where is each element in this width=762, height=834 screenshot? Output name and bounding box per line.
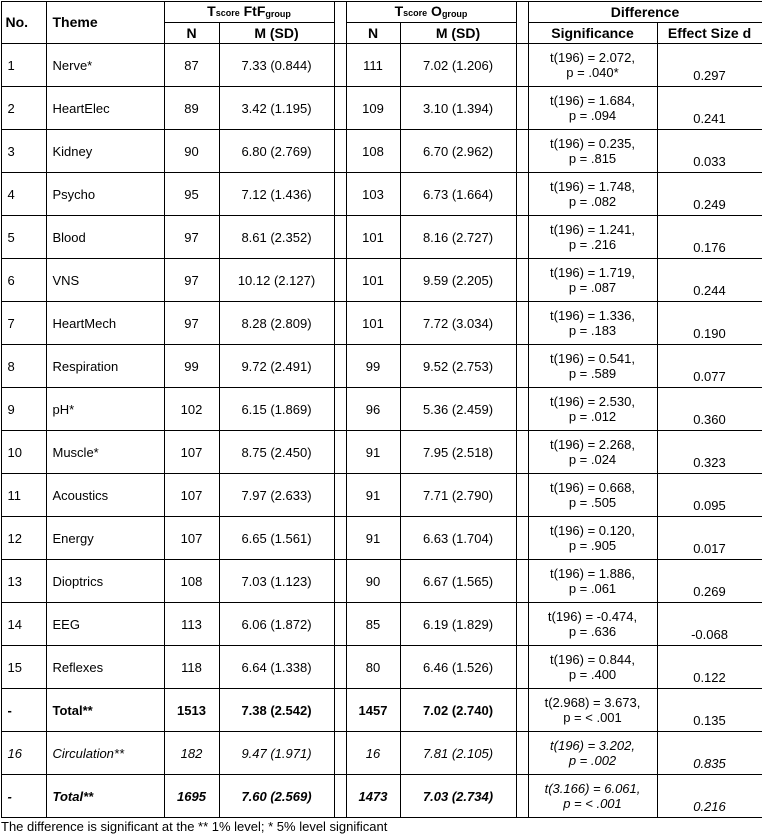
ftf-n: 113 — [164, 603, 219, 646]
ftf-n: 89 — [164, 87, 219, 130]
header-theme: Theme — [46, 2, 164, 44]
significance — [528, 302, 657, 345]
table-row — [1, 44, 762, 87]
header-o-group: Tscore $O_{group}$ — [346, 2, 516, 23]
row-number: - — [1, 775, 46, 818]
o-mean-sd: 7.02 (2.740) — [400, 689, 516, 732]
t-statistic: t(196) = 0.235, — [550, 136, 635, 151]
column-spacer — [334, 2, 346, 44]
row-number: 6 — [1, 259, 46, 302]
column-spacer — [334, 732, 346, 775]
column-spacer — [334, 173, 346, 216]
ftf-n: 107 — [164, 517, 219, 560]
column-spacer — [516, 689, 528, 732]
theme-name: Acoustics — [46, 474, 164, 517]
column-spacer — [334, 44, 346, 87]
row-number: 2 — [1, 87, 46, 130]
theme-name: Total** — [46, 689, 164, 732]
ftf-n: 102 — [164, 388, 219, 431]
column-spacer — [516, 345, 528, 388]
o-mean-sd: 7.72 (3.034) — [400, 302, 516, 345]
theme-name: Dioptrics — [46, 560, 164, 603]
effect-size: 0.017 — [657, 517, 762, 560]
effect-size: 0.216 — [657, 775, 762, 818]
results-table — [1, 1, 762, 818]
p-value: p = .400 — [569, 667, 616, 682]
table-row — [1, 603, 762, 646]
ftf-mean-sd: 7.12 (1.436) — [219, 173, 334, 216]
t-statistic: t(196) = 2.530, — [550, 394, 635, 409]
o-mean-sd: 6.46 (1.526) — [400, 646, 516, 689]
column-spacer — [334, 130, 346, 173]
table-row — [1, 689, 762, 732]
o-n: 91 — [346, 474, 400, 517]
row-number: 4 — [1, 173, 46, 216]
t-statistic: t(3.166) = 6.061, — [545, 781, 641, 796]
t-statistic: t(196) = 1.719, — [550, 265, 635, 280]
ftf-mean-sd: 9.47 (1.971) — [219, 732, 334, 775]
theme-name: Total** — [46, 775, 164, 818]
ftf-n: 90 — [164, 130, 219, 173]
column-spacer — [334, 345, 346, 388]
significance — [528, 345, 657, 388]
effect-size: 0.269 — [657, 560, 762, 603]
o-mean-sd: 3.10 (1.394) — [400, 87, 516, 130]
ftf-mean-sd: 7.97 (2.633) — [219, 474, 334, 517]
effect-size: 0.241 — [657, 87, 762, 130]
significance — [528, 646, 657, 689]
o-n: 91 — [346, 431, 400, 474]
row-number: 16 — [1, 732, 46, 775]
table-row — [1, 517, 762, 560]
column-spacer — [334, 517, 346, 560]
ftf-n: 1513 — [164, 689, 219, 732]
p-value: p = .216 — [569, 237, 616, 252]
significance — [528, 431, 657, 474]
ftf-mean-sd: 7.38 (2.542) — [219, 689, 334, 732]
effect-size: 0.122 — [657, 646, 762, 689]
ftf-mean-sd: 8.75 (2.450) — [219, 431, 334, 474]
o-mean-sd: 7.81 (2.105) — [400, 732, 516, 775]
significance — [528, 173, 657, 216]
t-statistic: t(196) = -0.474, — [548, 609, 637, 624]
column-spacer — [516, 44, 528, 87]
t-statistic: t(196) = 1.336, — [550, 308, 635, 323]
theme-name: Respiration — [46, 345, 164, 388]
significance — [528, 44, 657, 87]
effect-size: 0.360 — [657, 388, 762, 431]
column-spacer — [334, 259, 346, 302]
column-spacer — [516, 646, 528, 689]
effect-size: 0.095 — [657, 474, 762, 517]
o-mean-sd: 6.73 (1.664) — [400, 173, 516, 216]
header-msd: M (SD) — [400, 23, 516, 44]
o-mean-sd: 6.19 (1.829) — [400, 603, 516, 646]
ftf-mean-sd: 8.28 (2.809) — [219, 302, 334, 345]
o-mean-sd: 7.03 (2.734) — [400, 775, 516, 818]
column-spacer — [516, 388, 528, 431]
o-mean-sd: 9.59 (2.205) — [400, 259, 516, 302]
column-spacer — [334, 302, 346, 345]
header-msd: M (SD) — [219, 23, 334, 44]
significance — [528, 775, 657, 818]
table-row — [1, 216, 762, 259]
significance — [528, 603, 657, 646]
column-spacer — [516, 474, 528, 517]
row-number: 1 — [1, 44, 46, 87]
row-number: 7 — [1, 302, 46, 345]
o-n: 101 — [346, 259, 400, 302]
theme-name: Blood — [46, 216, 164, 259]
p-value: p = < .001 — [563, 796, 622, 811]
ftf-mean-sd: 6.06 (1.872) — [219, 603, 334, 646]
row-number: 12 — [1, 517, 46, 560]
row-number: 15 — [1, 646, 46, 689]
column-spacer — [516, 732, 528, 775]
p-value: p = .505 — [569, 495, 616, 510]
theme-name: Nerve* — [46, 44, 164, 87]
t-statistic: t(2.968) = 3.673, — [545, 695, 641, 710]
table-row — [1, 302, 762, 345]
effect-size: 0.244 — [657, 259, 762, 302]
t-statistic: t(196) = 0.541, — [550, 351, 635, 366]
significance — [528, 216, 657, 259]
p-value: p = .040* — [566, 65, 618, 80]
column-spacer — [516, 2, 528, 44]
column-spacer — [334, 775, 346, 818]
table-row — [1, 431, 762, 474]
effect-size: 0.176 — [657, 216, 762, 259]
column-spacer — [334, 474, 346, 517]
header-n: N — [164, 23, 219, 44]
p-value: p = .024 — [569, 452, 616, 467]
o-n: 1457 — [346, 689, 400, 732]
ftf-n: 107 — [164, 431, 219, 474]
o-n: 109 — [346, 87, 400, 130]
row-number: 10 — [1, 431, 46, 474]
significance — [528, 474, 657, 517]
ftf-n: 97 — [164, 259, 219, 302]
o-mean-sd: 6.67 (1.565) — [400, 560, 516, 603]
table-row — [1, 775, 762, 818]
row-number: 14 — [1, 603, 46, 646]
o-n: 1473 — [346, 775, 400, 818]
column-spacer — [334, 560, 346, 603]
t-statistic: t(196) = 3.202, — [550, 738, 635, 753]
o-n: 16 — [346, 732, 400, 775]
t-statistic: t(196) = 0.844, — [550, 652, 635, 667]
o-mean-sd: 8.16 (2.727) — [400, 216, 516, 259]
t-statistic: t(196) = 2.072, — [550, 50, 635, 65]
ftf-n: 97 — [164, 302, 219, 345]
significance — [528, 560, 657, 603]
column-spacer — [516, 603, 528, 646]
column-spacer — [334, 216, 346, 259]
ftf-mean-sd: 6.15 (1.869) — [219, 388, 334, 431]
ftf-mean-sd: 6.65 (1.561) — [219, 517, 334, 560]
effect-size: 0.249 — [657, 173, 762, 216]
table-row — [1, 388, 762, 431]
row-number: - — [1, 689, 46, 732]
significance — [528, 259, 657, 302]
theme-name: Kidney — [46, 130, 164, 173]
row-number: 5 — [1, 216, 46, 259]
theme-name: VNS — [46, 259, 164, 302]
effect-size: 0.190 — [657, 302, 762, 345]
o-mean-sd: 7.95 (2.518) — [400, 431, 516, 474]
o-mean-sd: 7.02 (1.206) — [400, 44, 516, 87]
column-spacer — [516, 302, 528, 345]
theme-name: EEG — [46, 603, 164, 646]
p-value: p = .636 — [569, 624, 616, 639]
ftf-n: 97 — [164, 216, 219, 259]
p-value: p = .183 — [569, 323, 616, 338]
significance — [528, 130, 657, 173]
ftf-mean-sd: 7.33 (0.844) — [219, 44, 334, 87]
t-statistic: t(196) = 2.268, — [550, 437, 635, 452]
column-spacer — [334, 388, 346, 431]
ftf-n: 1695 — [164, 775, 219, 818]
t-statistic: t(196) = 1.886, — [550, 566, 635, 581]
theme-name: pH* — [46, 388, 164, 431]
effect-size: 0.135 — [657, 689, 762, 732]
o-mean-sd: 6.70 (2.962) — [400, 130, 516, 173]
table-row — [1, 173, 762, 216]
significance — [528, 732, 657, 775]
table-row — [1, 87, 762, 130]
p-value: p = .002 — [569, 753, 616, 768]
row-number: 11 — [1, 474, 46, 517]
o-mean-sd: 7.71 (2.790) — [400, 474, 516, 517]
significance — [528, 388, 657, 431]
o-n: 103 — [346, 173, 400, 216]
footnote: The difference is significant at the ** 1% level; * 5% level significant — [0, 819, 762, 834]
effect-size: 0.835 — [657, 732, 762, 775]
theme-name: Reflexes — [46, 646, 164, 689]
ftf-mean-sd: 9.72 (2.491) — [219, 345, 334, 388]
o-n: 99 — [346, 345, 400, 388]
row-number: 8 — [1, 345, 46, 388]
o-n: 111 — [346, 44, 400, 87]
header-significance: Significance — [528, 23, 657, 44]
effect-size: 0.033 — [657, 130, 762, 173]
ftf-n: 107 — [164, 474, 219, 517]
column-spacer — [334, 431, 346, 474]
table-row — [1, 474, 762, 517]
column-spacer — [516, 431, 528, 474]
effect-size: 0.323 — [657, 431, 762, 474]
ftf-mean-sd: 7.60 (2.569) — [219, 775, 334, 818]
ftf-n: 95 — [164, 173, 219, 216]
column-spacer — [516, 173, 528, 216]
o-n: 90 — [346, 560, 400, 603]
column-spacer — [516, 87, 528, 130]
column-spacer — [516, 216, 528, 259]
column-spacer — [516, 130, 528, 173]
t-statistic: t(196) = 1.241, — [550, 222, 635, 237]
o-n: 85 — [346, 603, 400, 646]
ftf-mean-sd: 6.80 (2.769) — [219, 130, 334, 173]
theme-name: Psycho — [46, 173, 164, 216]
theme-name: Circulation** — [46, 732, 164, 775]
column-spacer — [516, 560, 528, 603]
theme-name: Energy — [46, 517, 164, 560]
table-row — [1, 259, 762, 302]
o-mean-sd: 5.36 (2.459) — [400, 388, 516, 431]
table-row — [1, 345, 762, 388]
theme-name: HeartMech — [46, 302, 164, 345]
ftf-n: 108 — [164, 560, 219, 603]
table-row — [1, 130, 762, 173]
theme-name: Muscle* — [46, 431, 164, 474]
column-spacer — [334, 87, 346, 130]
o-n: 96 — [346, 388, 400, 431]
p-value: p = .589 — [569, 366, 616, 381]
o-n: 91 — [346, 517, 400, 560]
row-number: 3 — [1, 130, 46, 173]
ftf-mean-sd: 7.03 (1.123) — [219, 560, 334, 603]
o-n: 101 — [346, 216, 400, 259]
ftf-n: 118 — [164, 646, 219, 689]
o-n: 108 — [346, 130, 400, 173]
header-difference: Difference — [528, 2, 762, 23]
o-n: 101 — [346, 302, 400, 345]
theme-name: HeartElec — [46, 87, 164, 130]
t-statistic: t(196) = 1.684, — [550, 93, 635, 108]
p-value: p = .094 — [569, 108, 616, 123]
o-mean-sd: 9.52 (2.753) — [400, 345, 516, 388]
header-ftf-group: Tscore FtF$_{group}$ — [164, 2, 334, 23]
significance — [528, 517, 657, 560]
effect-size: 0.077 — [657, 345, 762, 388]
o-n: 80 — [346, 646, 400, 689]
p-value: p = < .001 — [563, 710, 622, 725]
t-statistic: t(196) = 1.748, — [550, 179, 635, 194]
column-spacer — [334, 603, 346, 646]
significance — [528, 87, 657, 130]
p-value: p = .087 — [569, 280, 616, 295]
column-spacer — [516, 517, 528, 560]
table-row — [1, 732, 762, 775]
header-effect-size: Effect Size d — [657, 23, 762, 44]
p-value: p = .905 — [569, 538, 616, 553]
column-spacer — [516, 259, 528, 302]
effect-size: -0.068 — [657, 603, 762, 646]
table-row — [1, 560, 762, 603]
ftf-mean-sd: 6.64 (1.338) — [219, 646, 334, 689]
ftf-n: 87 — [164, 44, 219, 87]
ftf-n: 99 — [164, 345, 219, 388]
o-mean-sd: 6.63 (1.704) — [400, 517, 516, 560]
ftf-mean-sd: 10.12 (2.127) — [219, 259, 334, 302]
header-no: No. — [1, 2, 46, 44]
column-spacer — [334, 689, 346, 732]
p-value: p = .012 — [569, 409, 616, 424]
ftf-n: 182 — [164, 732, 219, 775]
p-value: p = .061 — [569, 581, 616, 596]
effect-size: 0.297 — [657, 44, 762, 87]
ftf-mean-sd: 3.42 (1.195) — [219, 87, 334, 130]
table-row — [1, 646, 762, 689]
header-n: N — [346, 23, 400, 44]
t-statistic: t(196) = 0.668, — [550, 480, 635, 495]
column-spacer — [516, 775, 528, 818]
t-statistic: t(196) = 0.120, — [550, 523, 635, 538]
ftf-mean-sd: 8.61 (2.352) — [219, 216, 334, 259]
p-value: p = .082 — [569, 194, 616, 209]
p-value: p = .815 — [569, 151, 616, 166]
row-number: 13 — [1, 560, 46, 603]
row-number: 9 — [1, 388, 46, 431]
significance — [528, 689, 657, 732]
column-spacer — [334, 646, 346, 689]
